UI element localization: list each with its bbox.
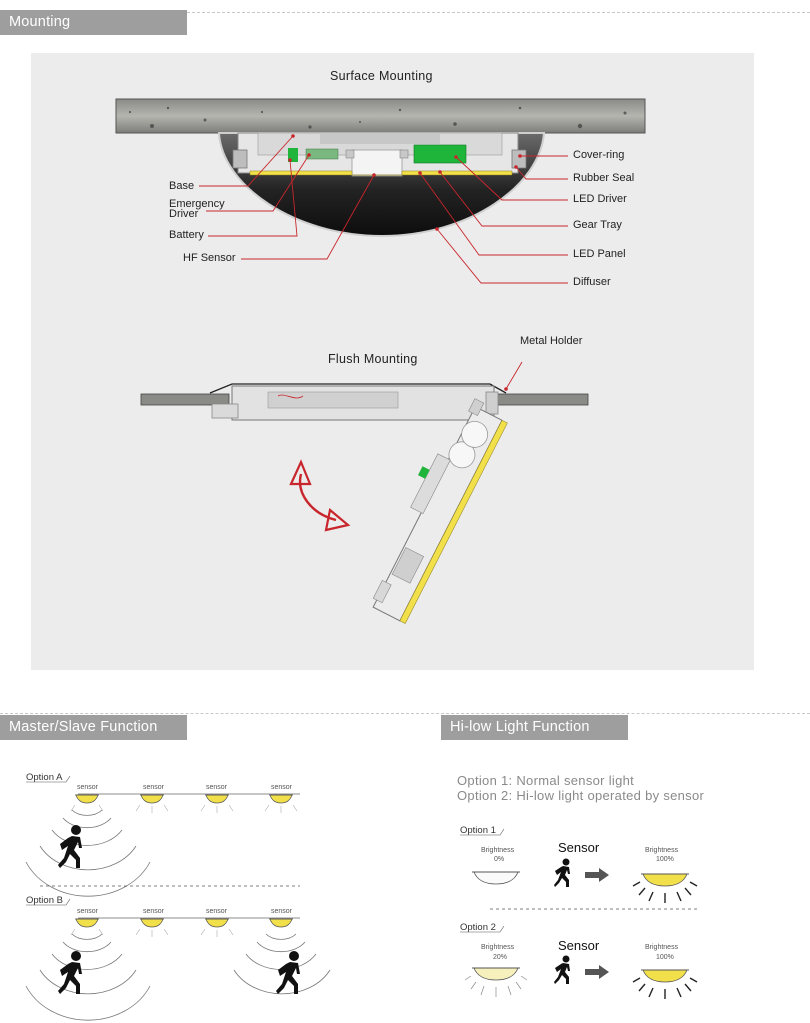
label-cover-ring: Cover-ring	[573, 149, 625, 161]
hilow-desc-2: Option 2: Hi-low light operated by sensor	[457, 788, 705, 803]
label-diffuser: Diffuser	[573, 276, 611, 288]
sensor-label: sensor	[206, 908, 228, 915]
label-metal-holder: Metal Holder	[520, 335, 583, 347]
sensor-word: Sensor	[558, 840, 600, 855]
sensor-label: sensor	[143, 784, 165, 791]
brightness-label: Brightness	[481, 944, 515, 951]
sensor-label: sensor	[143, 908, 165, 915]
mounting-tab: Mounting	[0, 10, 187, 35]
hilow-tab: Hi-low Light Function	[441, 715, 628, 740]
flush-mounting-title: Flush Mounting	[328, 352, 418, 366]
brightness-value: 100%	[656, 856, 674, 863]
sensor-label: sensor	[77, 908, 99, 915]
label-emergency: Emergency	[169, 198, 225, 210]
brightness-value: 20%	[493, 954, 508, 961]
brightness-label: Brightness	[645, 847, 679, 854]
option-b-label: Option B	[26, 895, 63, 906]
label-rubber-seal: Rubber Seal	[573, 172, 635, 184]
surface-mounting-title: Surface Mounting	[330, 69, 433, 83]
hilow-desc-1: Option 1: Normal sensor light	[457, 773, 635, 788]
label-battery: Battery	[169, 229, 204, 241]
sensor-label: sensor	[271, 908, 293, 915]
sensor-label: sensor	[77, 784, 99, 791]
option-2-label: Option 2	[460, 922, 496, 933]
sensor-label: sensor	[271, 784, 293, 791]
label-led-driver: LED Driver	[573, 193, 627, 205]
brightness-value: 0%	[494, 856, 505, 863]
sensor-label: sensor	[206, 784, 228, 791]
label-base: Base	[169, 180, 195, 192]
brightness-label: Brightness	[645, 944, 679, 951]
sensor-word: Sensor	[558, 938, 600, 953]
label-hf-sensor: HF Sensor	[183, 252, 236, 264]
label-led-panel: LED Panel	[573, 248, 626, 260]
option-a-label: Option A	[26, 772, 63, 783]
label-gear-tray: Gear Tray	[573, 219, 622, 231]
option-1-label: Option 1	[460, 825, 496, 836]
master-slave-tab: Master/Slave Function	[0, 715, 187, 740]
brightness-label: Brightness	[481, 847, 515, 854]
label-driver: Driver	[169, 208, 199, 220]
brightness-value: 100%	[656, 954, 674, 961]
